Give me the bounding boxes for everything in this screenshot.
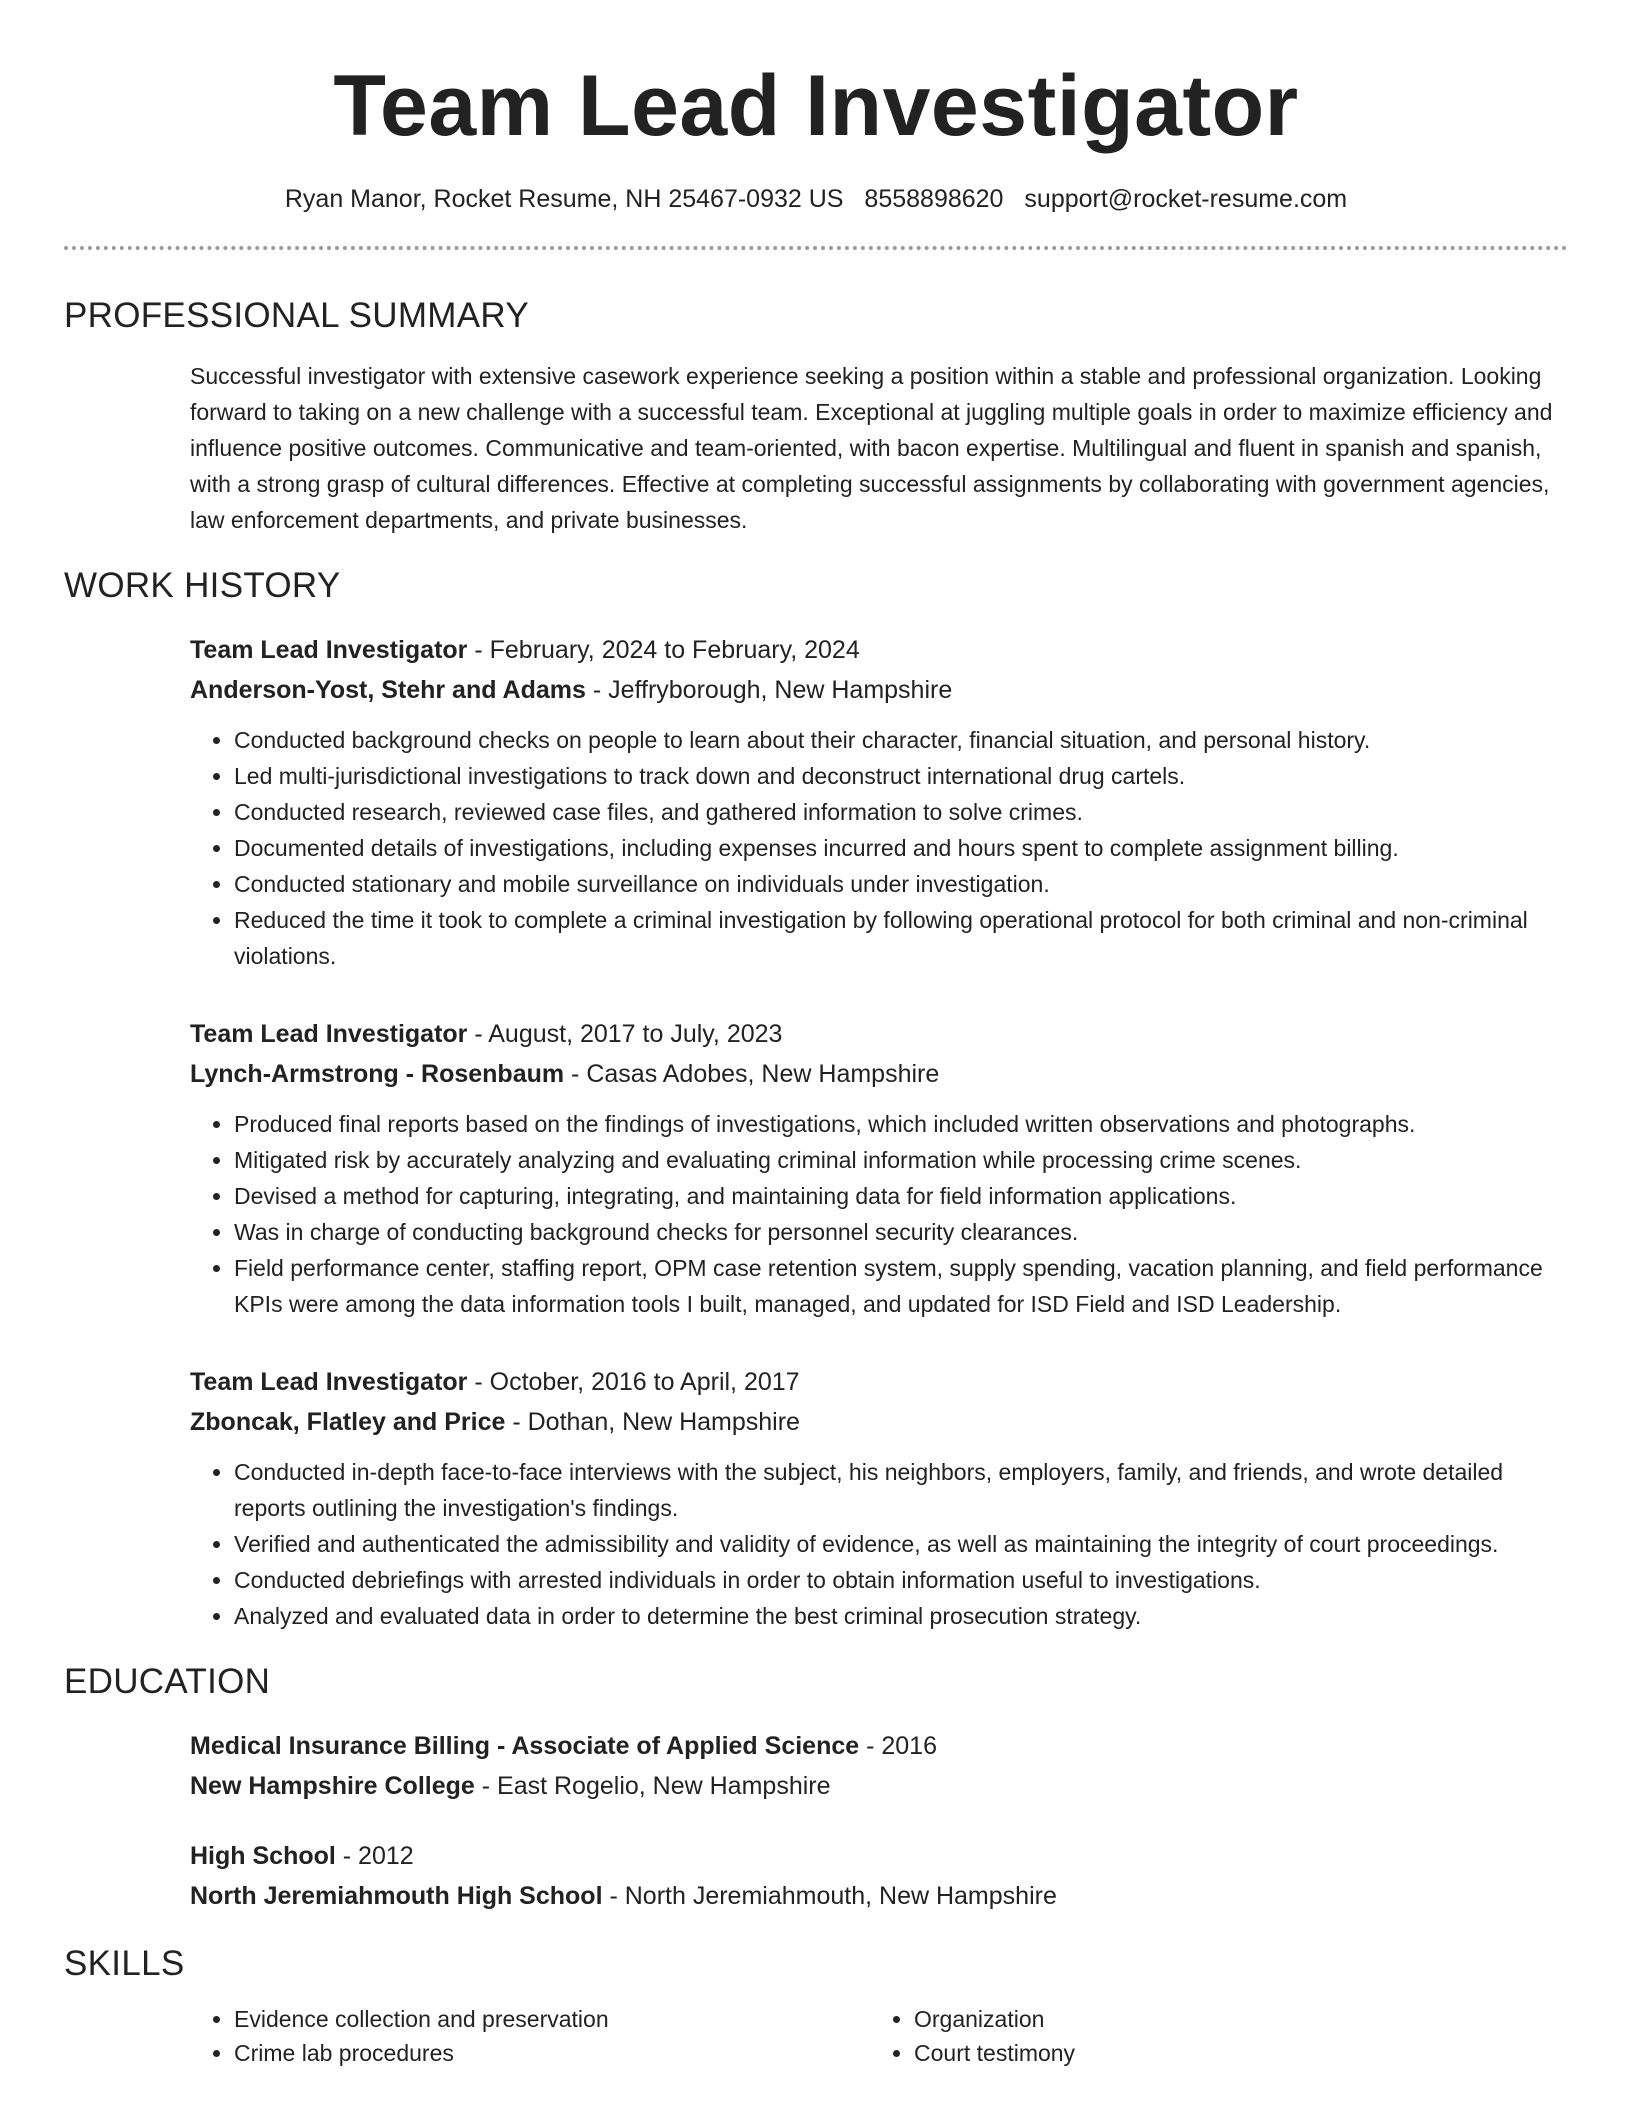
list-item: • Analyzed and evaluated data in order to determine the best criminal prosecution strategy.	[234, 1598, 1568, 1634]
job-role: Team Lead Investigator	[190, 1368, 468, 1396]
edu-year: - 2016	[859, 1732, 937, 1760]
job-location: - Casas Adobes, New Hampshire	[564, 1060, 940, 1088]
list-item: • Verified and authenticated the admissibility and validity of evidence, as well as maintaining the integrity of court proceedings.	[234, 1526, 1568, 1562]
skills-heading: SKILLS	[64, 1944, 185, 1983]
list-item: • Was in charge of conducting background checks for personnel security clearances.	[234, 1214, 1568, 1250]
skill-item: • Organization	[914, 2002, 1550, 2036]
job-title-line	[190, 1014, 1568, 1054]
edu-school: North Jeremiahmouth High School	[190, 1882, 603, 1910]
job-bullets	[190, 1106, 1568, 1322]
edu-degree-line	[190, 1836, 1568, 1876]
list-item: • Led multi-jurisdictional investigations to track down and deconstruct international drug cartels.	[234, 758, 1568, 794]
resume-title: Team Lead Investigator	[333, 58, 1299, 154]
job-company-line	[190, 1402, 1568, 1442]
list-item: • Conducted debriefings with arrested individuals in order to obtain information useful to investigations.	[234, 1562, 1568, 1598]
summary-heading: PROFESSIONAL SUMMARY	[64, 296, 529, 335]
job-role: Team Lead Investigator	[190, 1020, 468, 1048]
skill-item: • Crime lab procedures	[234, 2036, 870, 2070]
contact-line	[64, 182, 1568, 216]
job-role: Team Lead Investigator	[190, 636, 468, 664]
skills-right-list	[870, 2002, 1550, 2070]
resume-header	[64, 0, 1568, 216]
list-item: • Reduced the time it took to complete a criminal investigation by following operational protocol for both criminal and non-criminal violations.	[234, 902, 1568, 974]
job-bullets	[190, 722, 1568, 974]
edu-school-line	[190, 1766, 1568, 1806]
job-entry	[190, 1014, 1568, 1322]
list-item: • Devised a method for capturing, integrating, and maintaining data for field information applications.	[234, 1178, 1568, 1214]
contact-address: Ryan Manor, Rocket Resume, NH 25467-0932 US	[284, 185, 844, 213]
edu-location: - East Rogelio, New Hampshire	[474, 1772, 831, 1800]
job-company: Zboncak, Flatley and Price	[190, 1408, 506, 1436]
skill-item: • Court testimony	[914, 2036, 1550, 2070]
job-company: Lynch-Armstrong - Rosenbaum	[190, 1060, 565, 1088]
job-entry	[190, 630, 1568, 974]
edu-year: - 2012	[335, 1842, 414, 1870]
education-entry	[190, 1726, 1568, 1806]
job-company-line	[190, 1054, 1568, 1094]
edu-degree-line	[190, 1726, 1568, 1766]
edu-degree: High School	[190, 1842, 336, 1870]
list-item: • Field performance center, staffing report, OPM case retention system, supply spending, vacation planning, and field performance KPIs were among the data information tools I built, managed, and updated for ISD Field and ISD Leadership.	[234, 1250, 1568, 1322]
job-title-line	[190, 1362, 1568, 1402]
job-location: - Jeffryborough, New Hampshire	[585, 676, 953, 704]
contact-email: support@rocket-resume.com	[1024, 185, 1348, 213]
edu-degree: Medical Insurance Billing - Associate of Applied Science	[190, 1732, 860, 1760]
job-company: Anderson-Yost, Stehr and Adams	[190, 676, 586, 704]
list-item: • Conducted stationary and mobile surveillance on individuals under investigation.	[234, 866, 1568, 902]
work-history-heading: WORK HISTORY	[64, 566, 341, 605]
education-entry	[190, 1836, 1568, 1916]
skills-columns	[190, 2002, 1568, 2070]
education-heading: EDUCATION	[64, 1662, 271, 1701]
job-company-line	[190, 670, 1568, 710]
list-item: • Conducted in-depth face-to-face interviews with the subject, his neighbors, employers, family, and friends, and wrote detailed reports outlining the investigation's findings.	[234, 1454, 1568, 1526]
job-entry	[190, 1362, 1568, 1634]
job-dates: - August, 2017 to July, 2023	[467, 1020, 783, 1048]
job-bullets	[190, 1454, 1568, 1634]
header-divider	[64, 246, 1568, 250]
list-item: • Produced final reports based on the findings of investigations, which included written observations and photographs.	[234, 1106, 1568, 1142]
skill-item: • Evidence collection and preservation	[234, 2002, 870, 2036]
list-item: • Conducted background checks on people to learn about their character, financial situation, and personal history.	[234, 722, 1568, 758]
list-item: • Mitigated risk by accurately analyzing and evaluating criminal information while processing crime scenes.	[234, 1142, 1568, 1178]
edu-location: - North Jeremiahmouth, New Hampshire	[602, 1882, 1057, 1910]
job-title-line	[190, 630, 1568, 670]
work-history-section	[64, 564, 1568, 1634]
education-section	[64, 1660, 1568, 1916]
summary-section	[64, 294, 1568, 538]
list-item: • Conducted research, reviewed case files, and gathered information to solve crimes.	[234, 794, 1568, 830]
summary-text: Successful investigator with extensive casework experience seeking a position within a stable and professional organization. Looking forward to taking on a new challenge with a successful team. Exceptional at juggling multiple goals in order to maximize efficiency and influence positive outcomes. Communicative and team-oriented, with bacon expertise. Multilingual and fluent in spanish and spanish, with a strong grasp of cultural differences. Effective at completing successful assignments by collaborating with government agencies, law enforcement departments, and private businesses.	[190, 363, 1553, 533]
edu-school-line	[190, 1876, 1568, 1916]
job-dates: - February, 2024 to February, 2024	[467, 636, 860, 664]
skills-left-list	[190, 2002, 870, 2070]
contact-phone: 8558898620	[864, 185, 1004, 213]
list-item: • Documented details of investigations, including expenses incurred and hours spent to complete assignment billing.	[234, 830, 1568, 866]
job-dates: - October, 2016 to April, 2017	[467, 1368, 800, 1396]
edu-school: New Hampshire College	[190, 1772, 475, 1800]
skills-section	[64, 1942, 1568, 2070]
job-location: - Dothan, New Hampshire	[505, 1408, 800, 1436]
